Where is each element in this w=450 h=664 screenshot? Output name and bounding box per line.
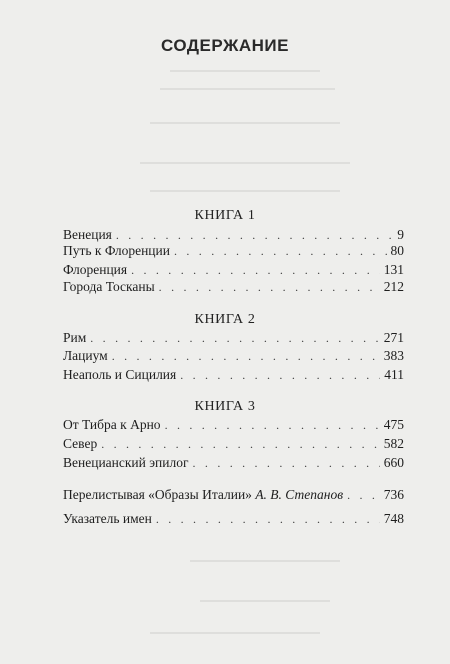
toc-entry-label: Путь к Флоренции <box>63 243 170 258</box>
toc-entry-page: 9 <box>397 227 404 242</box>
toc-entry <box>63 278 404 296</box>
toc-entry <box>63 366 404 384</box>
toc-entry-page: 660 <box>383 455 404 470</box>
toc-entry-page: 131 <box>383 262 404 277</box>
toc-entry-page: 475 <box>383 417 404 432</box>
toc-entry-label: Север <box>63 436 98 451</box>
toc-entry-label: Указатель имен <box>63 511 152 526</box>
toc-entry-page: 748 <box>383 511 404 526</box>
toc-entry-page: 383 <box>383 348 404 363</box>
toc-entry <box>63 347 404 365</box>
toc-entry <box>63 242 404 260</box>
toc-entry-label: Рим <box>63 330 87 345</box>
toc-entry-page: 411 <box>384 367 404 382</box>
toc-entry-label: Города Тосканы <box>63 279 155 294</box>
toc-entry <box>63 416 404 434</box>
toc-entry-page: 582 <box>383 436 404 451</box>
toc-entry-afterword <box>63 486 404 504</box>
toc-entry-label: Неаполь и Сицилия <box>63 367 177 382</box>
toc-entry-index <box>63 510 404 528</box>
show-through-mark <box>140 162 350 164</box>
show-through-mark <box>150 190 340 192</box>
dot-leader <box>180 366 380 384</box>
show-through-mark <box>170 70 320 72</box>
toc-entry-page: 736 <box>383 487 404 502</box>
show-through-mark <box>160 88 335 90</box>
show-through-mark <box>150 632 320 634</box>
toc-entry <box>63 435 404 453</box>
dot-leader <box>174 242 387 260</box>
book-3-heading: КНИГА 3 <box>194 399 256 414</box>
toc-entry-label: Лациум <box>63 348 108 363</box>
toc-entry-label <box>63 486 343 504</box>
dot-leader <box>156 510 380 528</box>
dot-leader <box>347 486 380 504</box>
dot-leader <box>112 347 380 365</box>
toc-entry-label: Венеция <box>63 227 112 242</box>
afterword-title: Перелистывая «Образы Италии» <box>63 487 252 502</box>
toc-entry-label: Венецианский эпилог <box>63 455 189 470</box>
toc-entry-page: 80 <box>390 243 404 258</box>
show-through-mark <box>200 600 330 602</box>
toc-entry-label: Флоренция <box>63 262 128 277</box>
show-through-mark <box>150 122 340 124</box>
toc-entry <box>63 329 404 347</box>
dot-leader <box>193 454 380 472</box>
dot-leader <box>131 261 380 279</box>
toc-entry-page: 271 <box>383 330 404 345</box>
dot-leader <box>90 329 379 347</box>
toc-entry <box>63 454 404 472</box>
book-2-heading: КНИГА 2 <box>194 312 256 327</box>
dot-leader <box>159 278 380 296</box>
toc-entry-page: 212 <box>383 279 404 294</box>
dot-leader <box>165 416 380 434</box>
toc-entry-label: От Тибра к Арно <box>63 417 161 432</box>
page-title: СОДЕРЖАНИЕ <box>161 36 289 55</box>
afterword-author: А. В. Степанов <box>255 487 344 502</box>
book-1-heading: КНИГА 1 <box>194 208 256 223</box>
toc-entry <box>63 261 404 279</box>
dot-leader <box>101 435 380 453</box>
show-through-mark <box>190 560 340 562</box>
